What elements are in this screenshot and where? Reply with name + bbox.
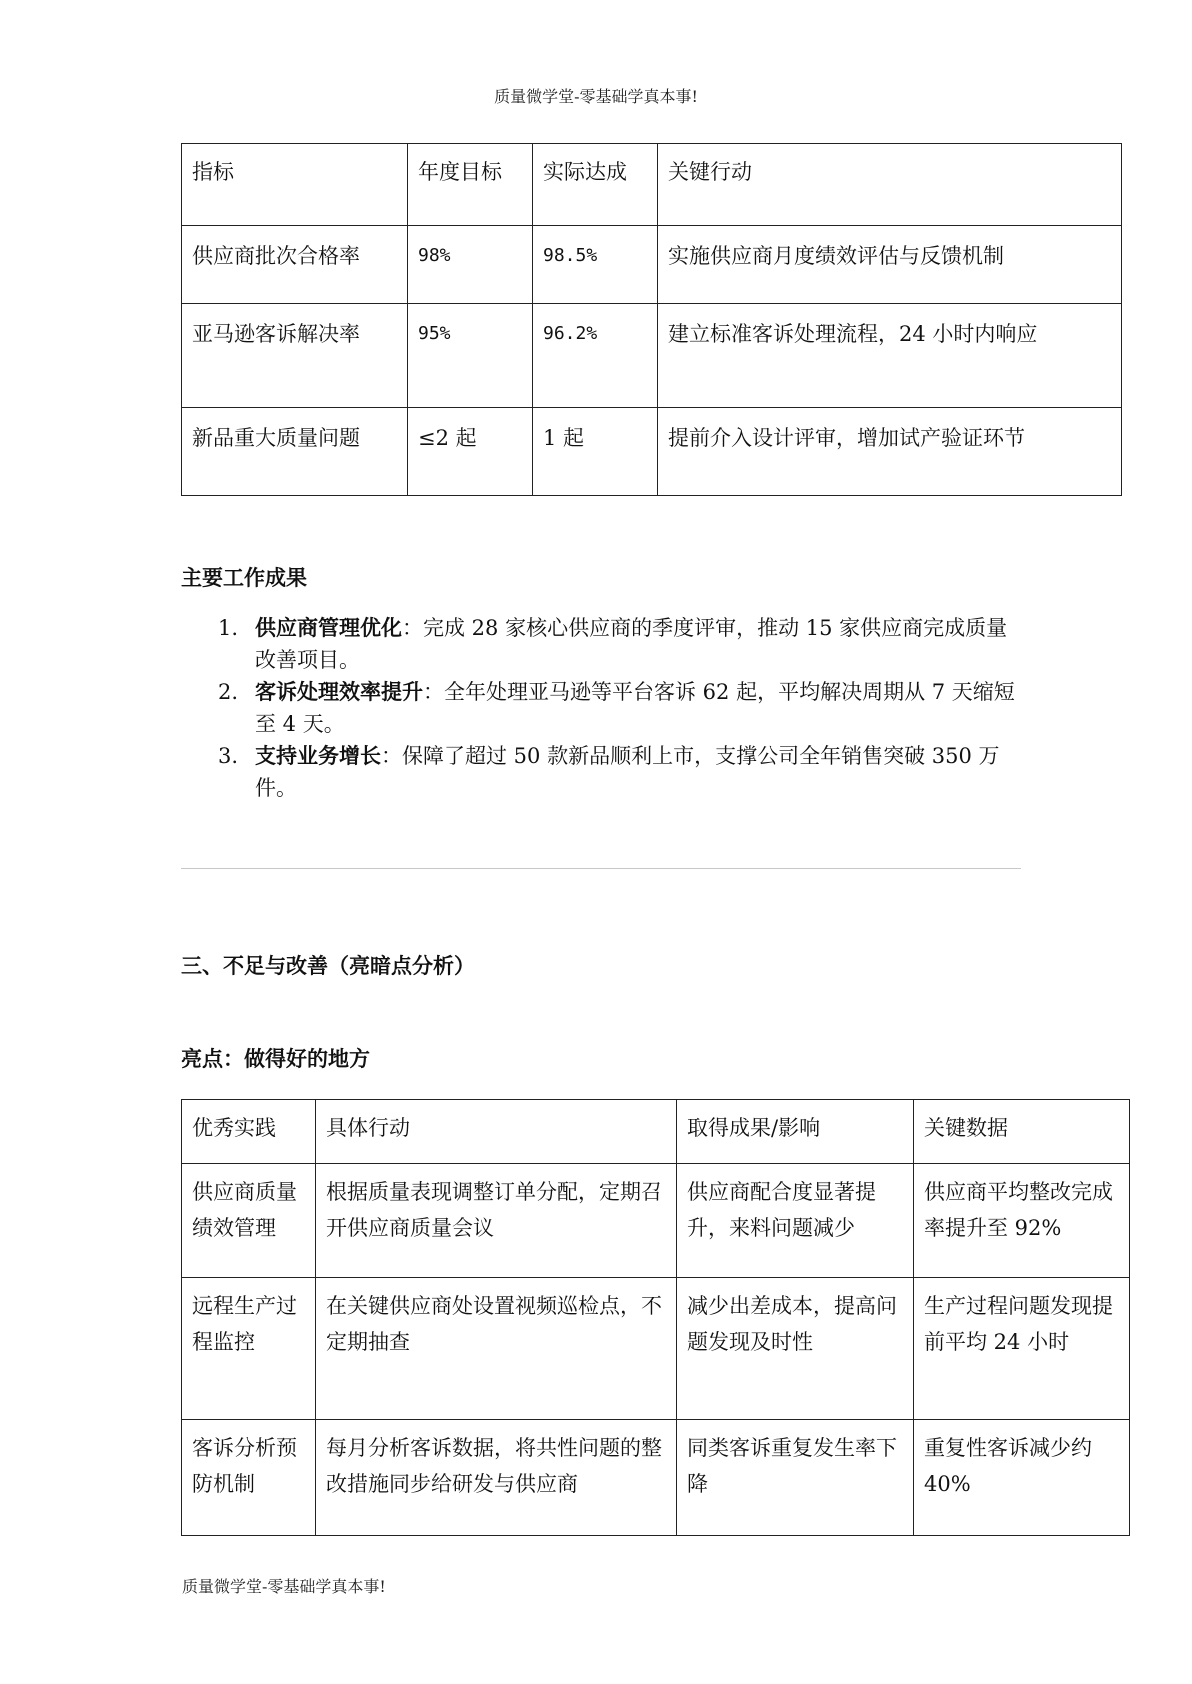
table-header-row — [182, 1100, 1130, 1164]
table-cell: 每月分析客诉数据，将共性问题的整改措施同步给研发与供应商 — [316, 1420, 677, 1536]
table-cell: ≤2 起 — [408, 408, 533, 496]
table-cell: 生产过程问题发现提前平均 24 小时 — [914, 1278, 1130, 1420]
results-heading: 主要工作成果 — [181, 566, 307, 590]
page-footer: 质量微学堂-零基础学真本事! — [182, 1577, 386, 1596]
table-cell: 新品重大质量问题 — [182, 408, 408, 496]
table-header-row — [182, 144, 1122, 226]
table-cell: 实施供应商月度绩效评估与反馈机制 — [658, 226, 1122, 304]
table-cell: 供应商批次合格率 — [182, 226, 408, 304]
column-header: 关键行动 — [658, 144, 1122, 226]
table-cell: 提前介入设计评审，增加试产验证环节 — [658, 408, 1122, 496]
table-cell: 在关键供应商处设置视频巡检点，不定期抽查 — [316, 1278, 677, 1420]
highlights-heading: 亮点：做得好的地方 — [181, 1047, 370, 1071]
column-header: 具体行动 — [316, 1100, 677, 1164]
column-header: 实际达成 — [533, 144, 658, 226]
table-row — [182, 226, 1122, 304]
table-cell: 客诉分析预防机制 — [182, 1420, 316, 1536]
column-header: 优秀实践 — [182, 1100, 316, 1164]
highlights-table — [181, 1099, 1130, 1536]
list-number: 3. — [218, 744, 239, 768]
list-number: 2. — [218, 680, 239, 704]
kpi-table — [181, 143, 1122, 496]
list-item-text: ：全年处理亚马逊等平台客诉 62 起，平均解决周期从 7 天缩短至 4 天。 — [255, 680, 1015, 736]
column-header: 关键数据 — [914, 1100, 1130, 1164]
table-cell: 96.2% — [533, 304, 658, 408]
table-cell: 减少出差成本，提高问题发现及时性 — [677, 1278, 914, 1420]
list-item-title: 支持业务增长 — [255, 744, 381, 768]
table-cell: 亚马逊客诉解决率 — [182, 304, 408, 408]
table-row — [182, 1420, 1130, 1536]
column-header: 取得成果/影响 — [677, 1100, 914, 1164]
table-row — [182, 1278, 1130, 1420]
table-cell: 同类客诉重复发生率下降 — [677, 1420, 914, 1536]
list-item-title: 客诉处理效率提升 — [255, 680, 423, 704]
list-item — [218, 612, 1028, 676]
column-header: 指标 — [182, 144, 408, 226]
table-cell: 建立标准客诉处理流程，24 小时内响应 — [658, 304, 1122, 408]
table-cell: 1 起 — [533, 408, 658, 496]
section-three-heading: 三、不足与改善（亮暗点分析） — [181, 954, 475, 978]
list-item-text: ：完成 28 家核心供应商的季度评审，推动 15 家供应商完成质量改善项目。 — [255, 616, 1008, 672]
results-list — [218, 612, 1028, 804]
table-cell: 95% — [408, 304, 533, 408]
list-item — [218, 676, 1028, 740]
table-row — [182, 1164, 1130, 1278]
table-row — [182, 408, 1122, 496]
table-cell: 供应商平均整改完成率提升至 92% — [914, 1164, 1130, 1278]
horizontal-divider — [181, 868, 1021, 869]
table-cell: 98% — [408, 226, 533, 304]
list-number: 1. — [218, 616, 239, 640]
column-header: 年度目标 — [408, 144, 533, 226]
list-item-text: ：保障了超过 50 款新品顺利上市，支撑公司全年销售突破 350 万件。 — [255, 744, 1000, 800]
page-header: 质量微学堂-零基础学真本事! — [494, 87, 698, 106]
list-item — [218, 740, 1028, 804]
table-cell: 98.5% — [533, 226, 658, 304]
table-cell: 根据质量表现调整订单分配，定期召开供应商质量会议 — [316, 1164, 677, 1278]
table-cell: 供应商配合度显著提升，来料问题减少 — [677, 1164, 914, 1278]
table-cell: 远程生产过程监控 — [182, 1278, 316, 1420]
table-cell: 供应商质量绩效管理 — [182, 1164, 316, 1278]
table-row — [182, 304, 1122, 408]
list-item-title: 供应商管理优化 — [255, 616, 402, 640]
table-cell: 重复性客诉减少约 40% — [914, 1420, 1130, 1536]
